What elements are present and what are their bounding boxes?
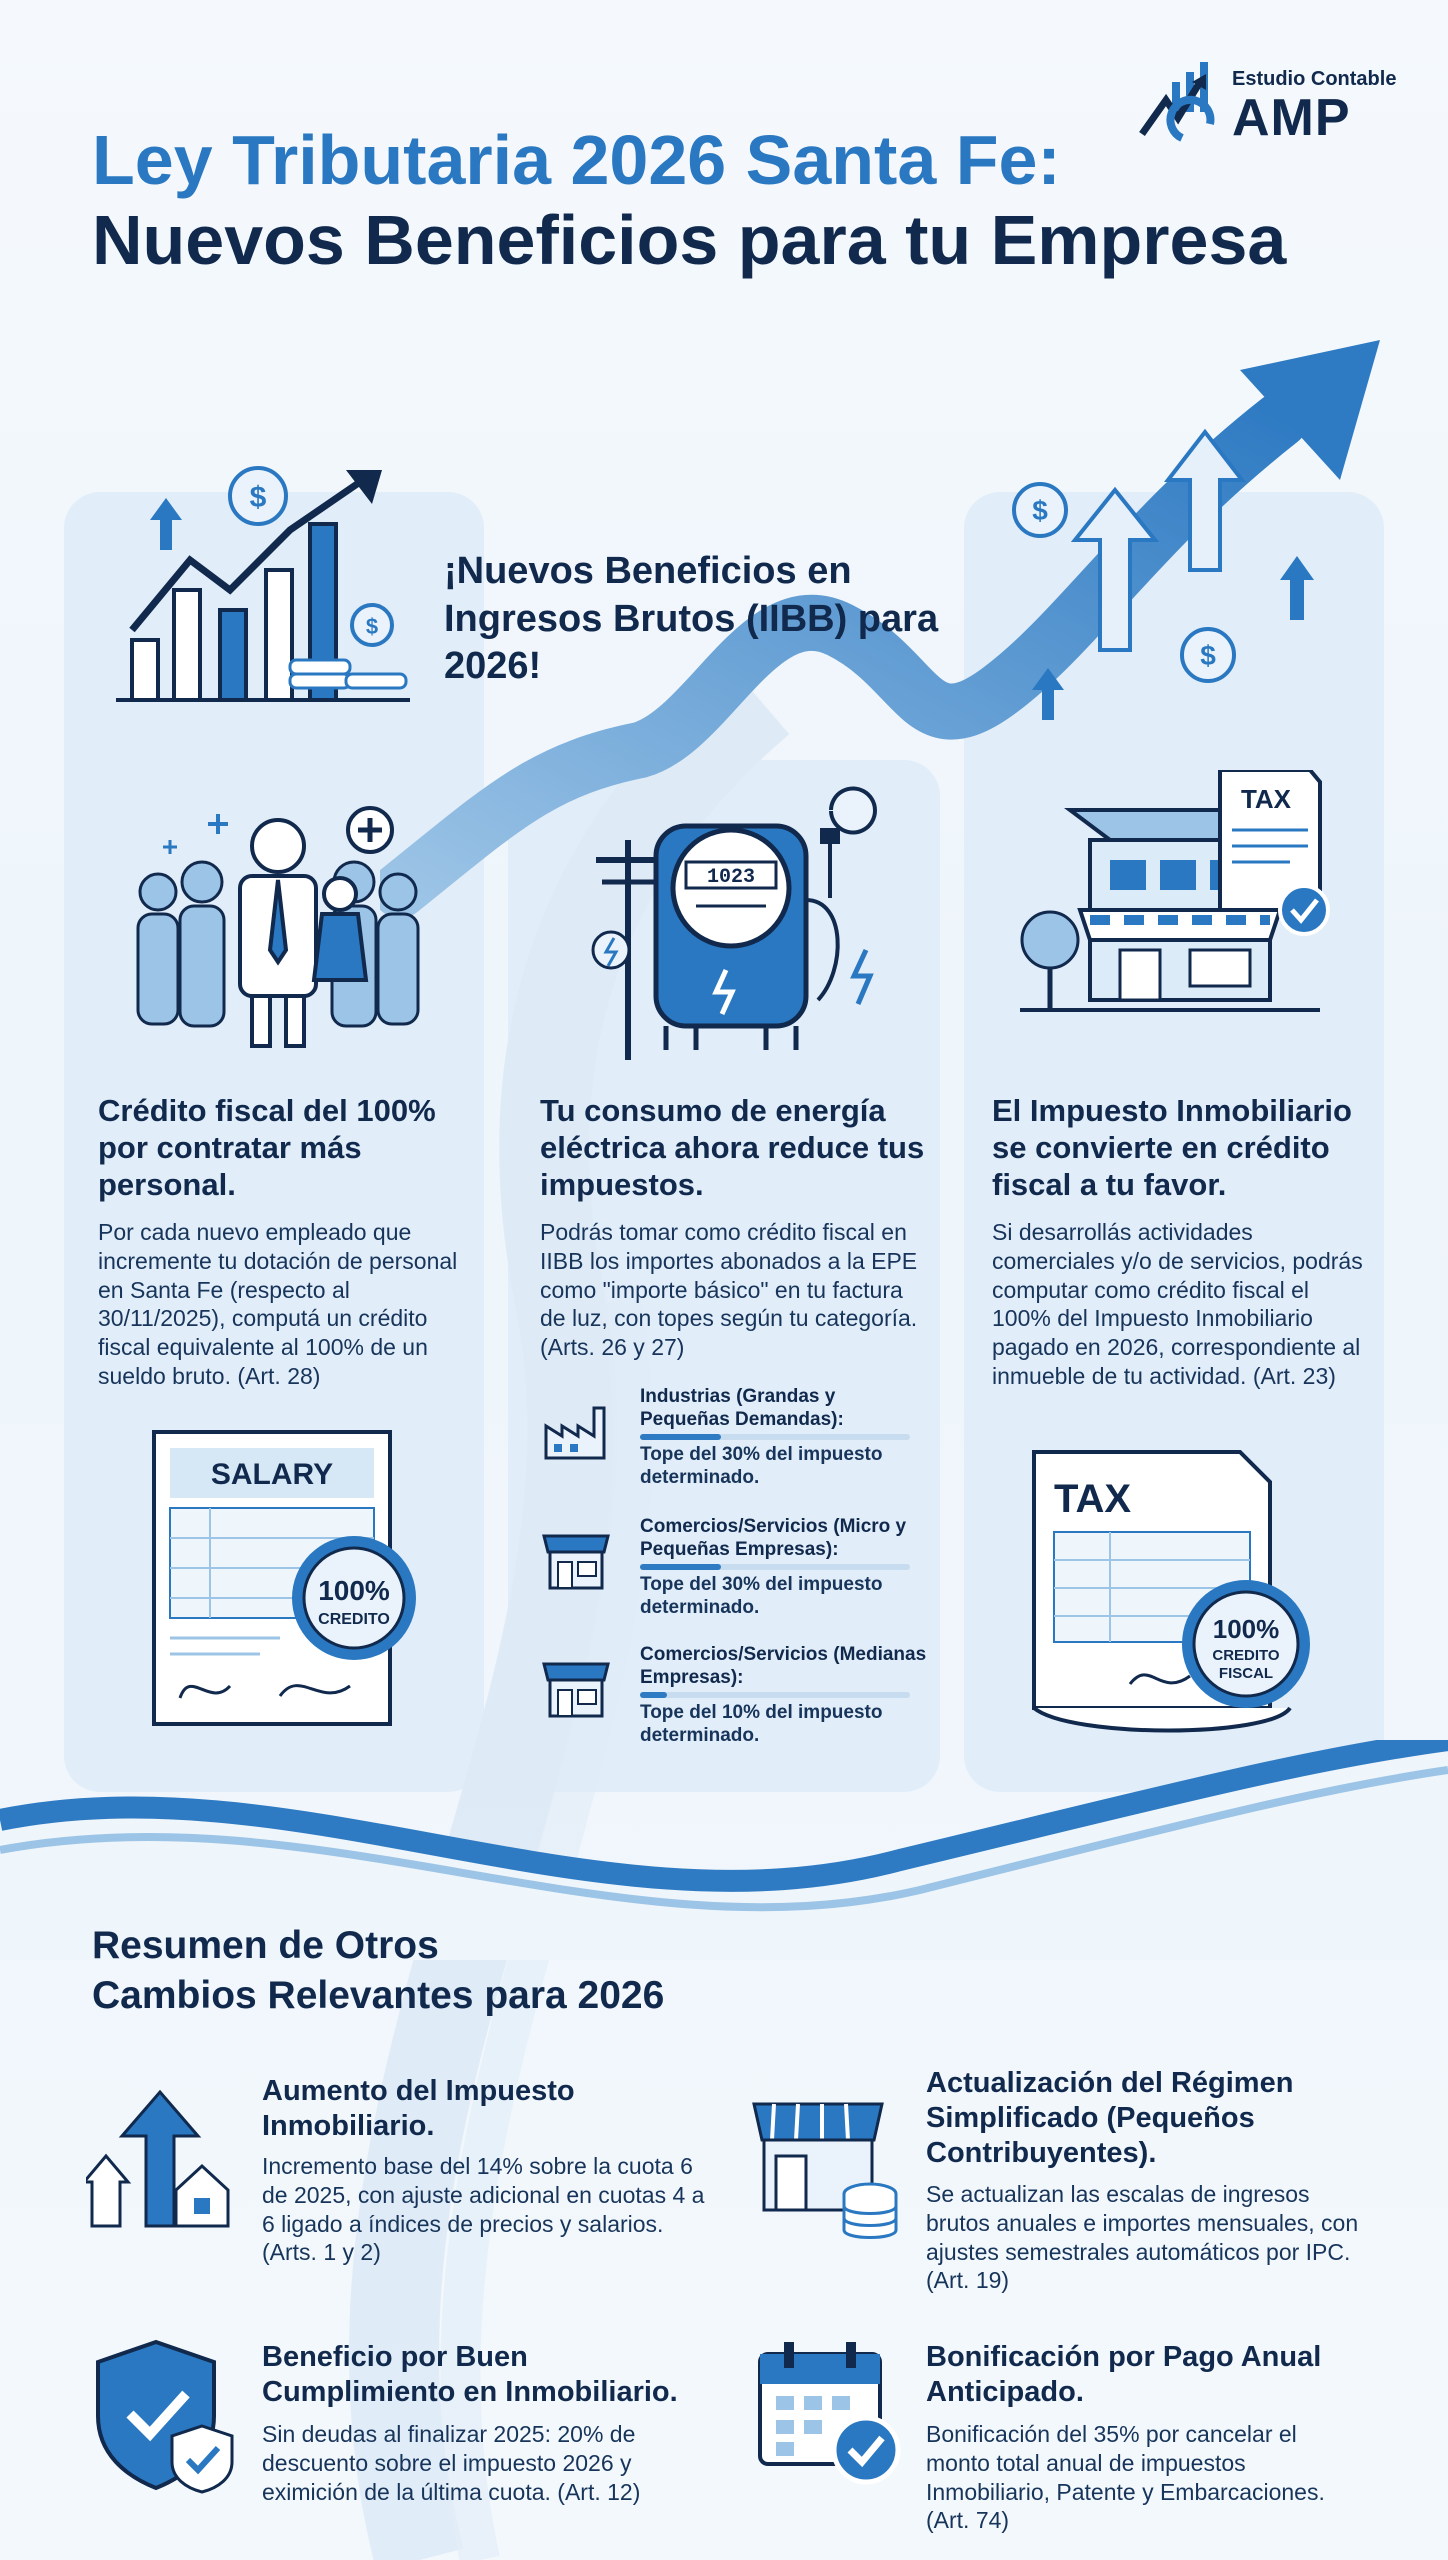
tier-progress-fill [640, 1434, 721, 1440]
tier-progress-fill [640, 1564, 721, 1570]
tax-badge-label2: FISCAL [1218, 1665, 1274, 1682]
building-tax-sign: TAX [1240, 784, 1292, 814]
salary-document-icon [150, 1428, 430, 1728]
mid-column-body: Podrás tomar como crédito fiscal en IIBB los importes abonados a la EPE como "importe básico" en tu factura de luz, con topes según tu categoría. (Arts. 26 y 27) [540, 1219, 918, 1360]
svg-text:$: $ [1200, 640, 1216, 671]
tier-progress-fill [640, 1692, 667, 1698]
salary-badge-label: CREDITO [318, 1611, 390, 1628]
tax-badge-percent: 100% [1212, 1614, 1280, 1644]
svg-text:$: $ [1032, 495, 1048, 526]
summary-4-title: Bonificación por Pago Anual Anticipado. [926, 2341, 1322, 2408]
tier-name: Industrias (Grandas y Pequeñas Demandas): [640, 1386, 844, 1430]
right-column-title: El Impuesto Inmobiliario se convierte en crédito fiscal a tu favor. [992, 1093, 1352, 1203]
tier-name: Comercios/Servicios (Micro y Pequeñas Empresas): [640, 1516, 907, 1560]
tax-building-icon [1010, 770, 1340, 1030]
meter-reading: 1023 [706, 866, 756, 889]
page-title-line1: Ley Tributaria 2026 Santa Fe: [92, 121, 1061, 199]
right-column-body: Si desarrollás actividades comerciales y/o de servicios, podrás computar como crédito fiscal el 100% del Impuesto Inmobiliario pagado en 2026, correspondiente al inmueble de tu actividad. (Art. 23) [992, 1219, 1363, 1389]
summary-heading-line2: Cambios Relevantes para 2026 [92, 1974, 665, 2017]
logo-name: AMP [1232, 89, 1351, 147]
logo-subtitle: Estudio Contable [1232, 68, 1397, 90]
summary-4-body: Bonificación del 35% por cancelar el monto total anual de impuestos Inmobiliario, Patente y Embarcaciones. (Art. 74) [926, 2421, 1325, 2534]
factory-icon [540, 1392, 612, 1464]
tier-description: Tope del 10% del impuesto determinado. [640, 1702, 883, 1746]
iibb-headline: ¡Nuevos Beneficios en Ingresos Brutos (IIBB) para 2026! [444, 550, 939, 687]
tax-badge-label1: CREDITO [1212, 1647, 1280, 1664]
up-arrows-coins-icon [990, 420, 1350, 750]
tax-document-icon [1030, 1448, 1320, 1738]
house-arrow-icon [86, 2086, 236, 2236]
tier-description: Tope del 30% del impuesto determinado. [640, 1444, 883, 1488]
svg-text:$: $ [365, 614, 379, 639]
tier-description: Tope del 30% del impuesto determinado. [640, 1574, 883, 1618]
left-column-title: Crédito fiscal del 100% por contratar más personal. [98, 1093, 436, 1203]
bar-chart-coins-icon [110, 460, 420, 720]
summary-2-body: Se actualizan las escalas de ingresos brutos anuales e importes mensuales, con ajustes semestrales automáticos por IPC. (Art. 19) [926, 2181, 1359, 2294]
shield-check-icon [90, 2336, 240, 2496]
summary-2-title: Actualización del Régimen Simplificado (Pequeños Contribuyentes). [926, 2067, 1294, 2169]
summary-1-title: Aumento del Impuesto Inmobiliario. [262, 2075, 575, 2142]
calendar-check-icon [754, 2338, 904, 2488]
tier-progress-bar [640, 1434, 910, 1440]
tier-industrias [540, 1386, 920, 1496]
page-title-line2: Nuevos Beneficios para tu Empresa [92, 201, 1287, 279]
summary-1-body: Incremento base del 14% sobre la cuota 6 de 2025, con ajuste adicional en cuotas 4 a 6 ligado a índices de precios y salarios. (Arts. 1 y 2) [262, 2153, 705, 2266]
tier-progress-bar [640, 1564, 910, 1570]
store-icon [540, 1650, 612, 1722]
tier-micro-pequenas [540, 1516, 920, 1626]
tier-medianas [540, 1644, 927, 1754]
electric-meter-icon [566, 770, 896, 1070]
logo [1136, 54, 1406, 154]
tier-name: Comercios/Servicios (Medianas Empresas): [640, 1644, 927, 1688]
summary-heading-line1: Resumen de Otros [92, 1924, 439, 1967]
left-column-body: Por cada nuevo empleado que incremente tu dotación de personal en Santa Fe (respecto al 30/11/2025), computá un crédito fiscal equivalente al 100% de un sueldo bruto. (Art. 28) [98, 1219, 458, 1389]
mid-column-title: Tu consumo de energía eléctrica ahora reduce tus impuestos. [540, 1093, 925, 1203]
store-coins-icon [750, 2094, 900, 2244]
store-icon [540, 1522, 612, 1594]
chart-logo-icon [1136, 54, 1226, 144]
summary-3-title: Beneficio por Buen Cumplimiento en Inmobiliario. [262, 2341, 678, 2408]
svg-text:$: $ [249, 481, 267, 514]
tier-progress-bar [640, 1692, 910, 1698]
summary-3-body: Sin deudas al finalizar 2025: 20% de descuento sobre el impuesto 2026 y eximición de la última cuota. (Art. 12) [262, 2421, 641, 2505]
tax-doc-label: TAX [1054, 1477, 1132, 1521]
team-people-icon [118, 800, 438, 1050]
salary-badge-percent: 100% [318, 1575, 390, 1606]
salary-label: SALARY [210, 1458, 334, 1491]
